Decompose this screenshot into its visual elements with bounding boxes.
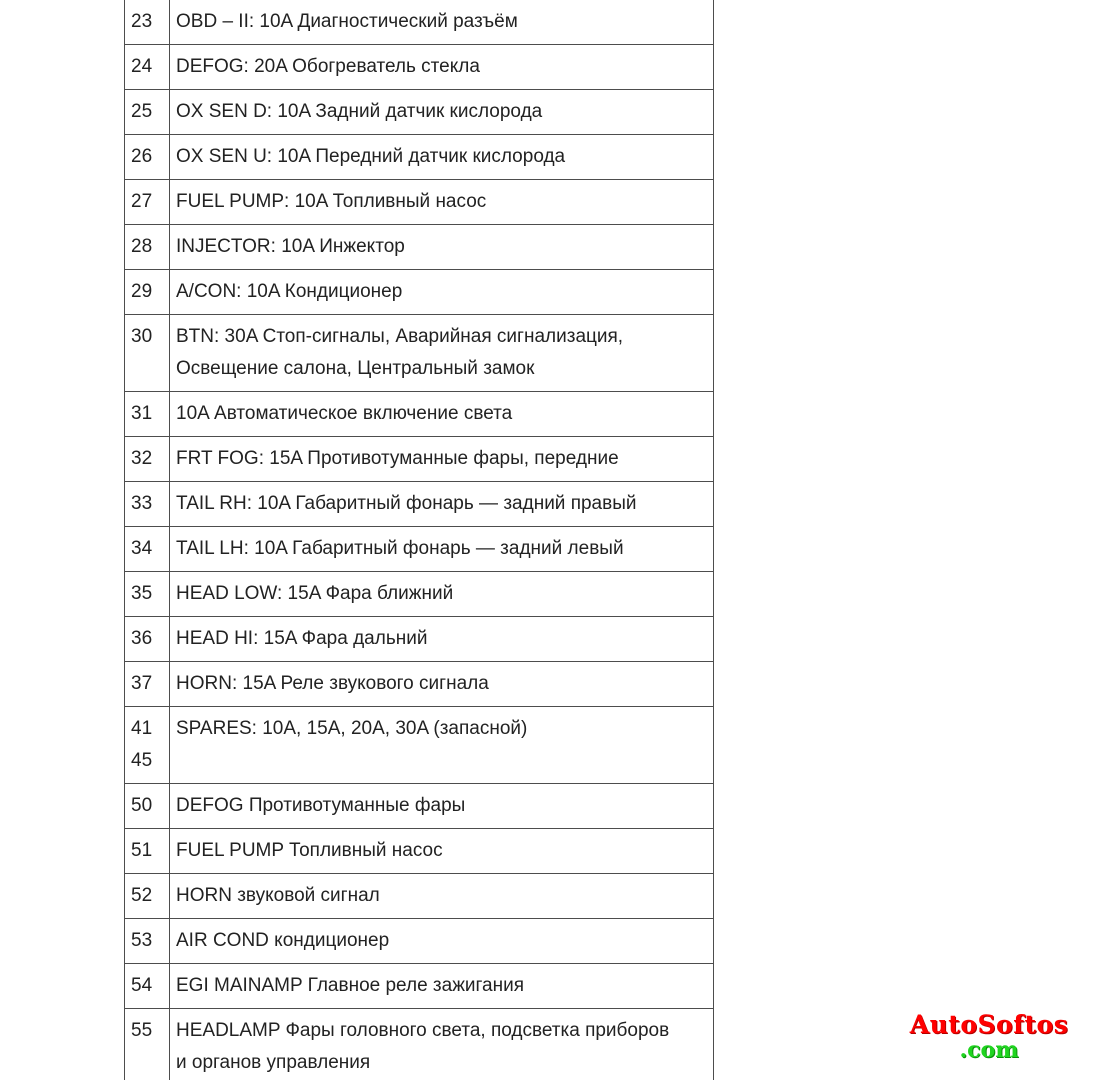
fuse-number	[125, 662, 170, 707]
watermark-name: AutoSoftos	[909, 1010, 1069, 1039]
fuse-description	[170, 437, 714, 482]
table-row	[125, 482, 714, 527]
table-row	[125, 135, 714, 180]
fuse-number-text: 35	[131, 583, 153, 604]
fuse-number	[125, 315, 170, 392]
fuse-description-text: AIR COND кондиционер	[176, 930, 390, 951]
fuse-number	[125, 919, 170, 964]
fuse-number-text: 31	[131, 403, 153, 424]
fuse-description	[170, 919, 714, 964]
fuse-description-text: TAIL RH: 10A Габаритный фонарь — задний правый	[176, 493, 637, 514]
table-row	[125, 225, 714, 270]
table-row	[125, 437, 714, 482]
fuse-number-text: 28	[131, 236, 153, 257]
table-row	[125, 964, 714, 1009]
fuse-description	[170, 572, 714, 617]
fuse-number	[125, 0, 170, 45]
fuse-number	[125, 437, 170, 482]
fuse-number	[125, 270, 170, 315]
fuse-description-text: DEFOG: 20A Обогреватель стекла	[176, 56, 480, 77]
fuse-number	[125, 964, 170, 1009]
fuse-description-text: HORN: 15A Реле звукового сигнала	[176, 673, 489, 694]
fuse-description-text: BTN: 30A Стоп-сигналы, Аварийная сигнализация,	[176, 326, 624, 347]
fuse-number	[125, 225, 170, 270]
fuse-number-text: 27	[131, 191, 153, 212]
fuse-number	[125, 829, 170, 874]
table-row	[125, 829, 714, 874]
fuse-description-text: OX SEN D: 10A Задний датчик кислорода	[176, 101, 543, 122]
table-row	[125, 527, 714, 572]
fuse-description	[170, 270, 714, 315]
fuse-number-text: 32	[131, 448, 153, 469]
fuse-number	[125, 45, 170, 90]
table-row	[125, 270, 714, 315]
fuse-description-text: FUEL PUMP: 10A Топливный насос	[176, 191, 487, 212]
fuse-number-text: 37	[131, 673, 153, 694]
fuse-number-text: 52	[131, 885, 153, 906]
fuse-description	[170, 874, 714, 919]
fuse-number-text: 50	[131, 795, 153, 816]
table-row	[125, 0, 714, 45]
fuse-description-text: DEFOG Противотуманные фары	[176, 795, 466, 816]
fuse-number	[125, 874, 170, 919]
fuse-number-text: 41	[131, 718, 153, 739]
fuse-number-text: 26	[131, 146, 153, 167]
fuse-number	[125, 707, 170, 784]
fuse-description-text: SPARES: 10A, 15A, 20A, 30A (запасной)	[176, 718, 528, 739]
table-row	[125, 662, 714, 707]
fuse-description-text: A/CON: 10A Кондиционер	[176, 281, 403, 302]
fuse-description	[170, 617, 714, 662]
fuse-description	[170, 180, 714, 225]
fuse-number	[125, 784, 170, 829]
watermark-tld: .com	[959, 1037, 1019, 1063]
table-row	[125, 572, 714, 617]
table-row	[125, 315, 714, 392]
fuse-number	[125, 572, 170, 617]
table-row	[125, 784, 714, 829]
table-row	[125, 392, 714, 437]
fuse-description-text: TAIL LH: 10A Габаритный фонарь — задний левый	[176, 538, 624, 559]
fuse-description-text: и органов управления	[176, 1052, 371, 1073]
fuse-description	[170, 225, 714, 270]
fuse-number-text: 53	[131, 930, 153, 951]
table-row	[125, 707, 714, 784]
fuse-number	[125, 135, 170, 180]
fuse-description	[170, 0, 714, 45]
fuse-number-text: 25	[131, 101, 153, 122]
table-row	[125, 90, 714, 135]
fuse-description-text: INJECTOR: 10A Инжектор	[176, 236, 405, 257]
fuse-number-text: 34	[131, 538, 153, 559]
fuse-description-text: OBD – II: 10A Диагностический разъём	[176, 11, 518, 32]
fuse-description	[170, 662, 714, 707]
table-row	[125, 617, 714, 662]
fuse-number-text: 33	[131, 493, 153, 514]
fuse-number-text: 55	[131, 1020, 153, 1041]
fuse-description-text: HORN звуковой сигнал	[176, 885, 380, 906]
fuse-number-text: 36	[131, 628, 153, 649]
fuse-description	[170, 829, 714, 874]
fuse-number	[125, 392, 170, 437]
fuse-number-text: 29	[131, 281, 153, 302]
fuse-description	[170, 45, 714, 90]
fuse-description	[170, 784, 714, 829]
table-row	[125, 1009, 714, 1080]
fuse-description	[170, 90, 714, 135]
fuse-number	[125, 482, 170, 527]
fuse-description	[170, 1009, 714, 1080]
fuse-description-text: EGI MAINAMP Главное реле зажигания	[176, 975, 525, 996]
fuse-number	[125, 1009, 170, 1080]
watermark-logo	[894, 1010, 1084, 1063]
fuse-number	[125, 527, 170, 572]
fuse-description	[170, 527, 714, 572]
fuse-number-text: 23	[131, 11, 153, 32]
table-row	[125, 919, 714, 964]
fuse-number-text: 30	[131, 326, 153, 347]
fuse-description-text: FUEL PUMP Топливный насос	[176, 840, 443, 861]
fuse-description	[170, 315, 714, 392]
fuse-description-text: 10A Автоматическое включение света	[176, 403, 513, 424]
table-row	[125, 45, 714, 90]
fuse-number	[125, 617, 170, 662]
fuse-table	[124, 0, 714, 1080]
fuse-description	[170, 707, 714, 784]
fuse-number-text: 54	[131, 975, 153, 996]
fuse-number-text: 45	[131, 750, 153, 771]
fuse-number	[125, 90, 170, 135]
fuse-description	[170, 392, 714, 437]
fuse-description	[170, 964, 714, 1009]
fuse-description-text: HEAD LOW: 15A Фара ближний	[176, 583, 454, 604]
fuse-description-text: OX SEN U: 10A Передний датчик кислорода	[176, 146, 566, 167]
fuse-number	[125, 180, 170, 225]
fuse-number-text: 51	[131, 840, 153, 861]
fuse-description	[170, 135, 714, 180]
fuse-description-text: HEADLAMP Фары головного света, подсветка приборов	[176, 1020, 670, 1041]
table-row	[125, 874, 714, 919]
table-row	[125, 180, 714, 225]
fuse-description	[170, 482, 714, 527]
fuse-description-text: HEAD HI: 15A Фара дальний	[176, 628, 428, 649]
fuse-number-text: 24	[131, 56, 153, 77]
fuse-description-text: FRT FOG: 15A Противотуманные фары, передние	[176, 448, 619, 469]
fuse-description-text: Освещение салона, Центральный замок	[176, 358, 535, 379]
